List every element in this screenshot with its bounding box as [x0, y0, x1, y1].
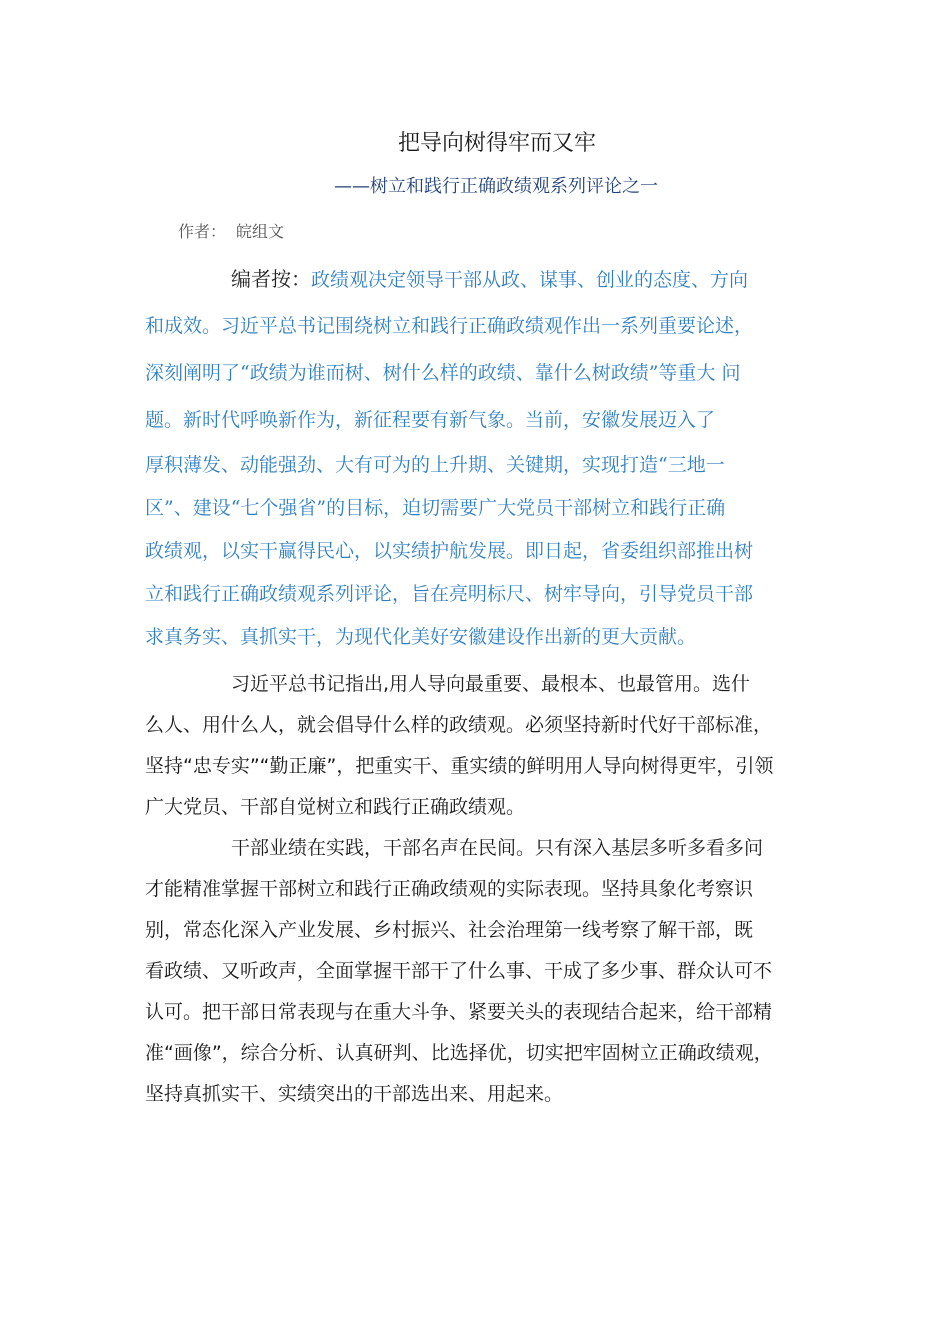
editor-note-line: 区”、建设“七个强省”的目标，迫切需要广大党员干部树立和践行正确 [145, 497, 726, 519]
paragraph-line: 准“画像”，综合分析、认真研判、比选择优，切实把牢固树立正确政绩观， [145, 1042, 773, 1064]
paragraph-line: 看政绩、又听政声，全面掌握干部干了什么事、干成了多少事、群众认可不 [145, 960, 773, 982]
editor-note-line: 题。新时代呼唤新作为，新征程要有新气象。当前，安徽发展迈入了 [145, 409, 716, 431]
editor-note-text: 政绩观决定领导干部从政、谋事、创业的态度、方向 [311, 269, 749, 291]
paragraph-line: 习近平总书记指出,用人导向最重要、最根本、也最管用。选什 [231, 673, 751, 695]
paragraph-line: 别，常态化深入产业发展、乡村振兴、社会治理第一线考察了解干部，既 [145, 919, 754, 941]
editor-note-lead: 编者按： [231, 267, 311, 291]
paragraph-line: 坚持真抓实干、实绩突出的干部选出来、用起来。 [145, 1083, 564, 1105]
editor-note-line: 政绩观，以实干赢得民心，以实绩护航发展。即日起，省委组织部推出树 [145, 540, 754, 562]
body-paragraph [145, 664, 820, 828]
editor-note-line: 深刻阐明了“政绩为谁而树、树什么样的政绩、靠什么树政绩”等重大 问 [145, 362, 741, 384]
paragraph-line: 广大党员、干部自觉树立和践行正确政绩观。 [145, 796, 526, 818]
paragraph-line: 才能精准掌握干部树立和践行正确政绩观的实际表现。坚持具象化考察识 [145, 878, 754, 900]
editor-note-line: 和成效。习近平总书记围绕树立和践行正确政绩观作出一系列重要论述， [145, 315, 754, 337]
paragraph-line: 干部业绩在实践，干部名声在民间。只有深入基层多听多看多问 [231, 837, 764, 859]
author-line [178, 219, 284, 245]
paragraph-line: 认可。把干部日常表现与在重大斗争、紧要关头的表现结合起来，给干部精 [145, 1001, 773, 1023]
editor-note-line: 立和践行正确政绩观系列评论，旨在亮明标尺、树牢导向，引导党员干部 [145, 583, 754, 605]
author-label: 作者： [178, 222, 227, 241]
editor-note-line: 厚积薄发、动能强劲、大有可为的上升期、关键期，实现打造“三地一 [145, 454, 725, 476]
editor-note [145, 256, 820, 659]
paragraph-line: 么人、用什么人，就会倡导什么样的政绩观。必须坚持新时代好干部标准， [145, 714, 773, 736]
editor-note-line [145, 256, 820, 303]
paragraph-line: 坚持“忠专实”“勤正廉”，把重实干、重实绩的鲜明用人导向树得更牢，引领 [145, 755, 774, 777]
editor-note-line: 求真务实、真抓实干，为现代化美好安徽建设作出新的更大贡献。 [145, 626, 697, 648]
article-subtitle: ——树立和践行正确政绩观系列评论之一 [334, 176, 658, 197]
body-paragraph [145, 828, 820, 1115]
article-title: 把导向树得牢而又牢 [397, 131, 596, 156]
author-name: 皖组文 [236, 222, 285, 241]
